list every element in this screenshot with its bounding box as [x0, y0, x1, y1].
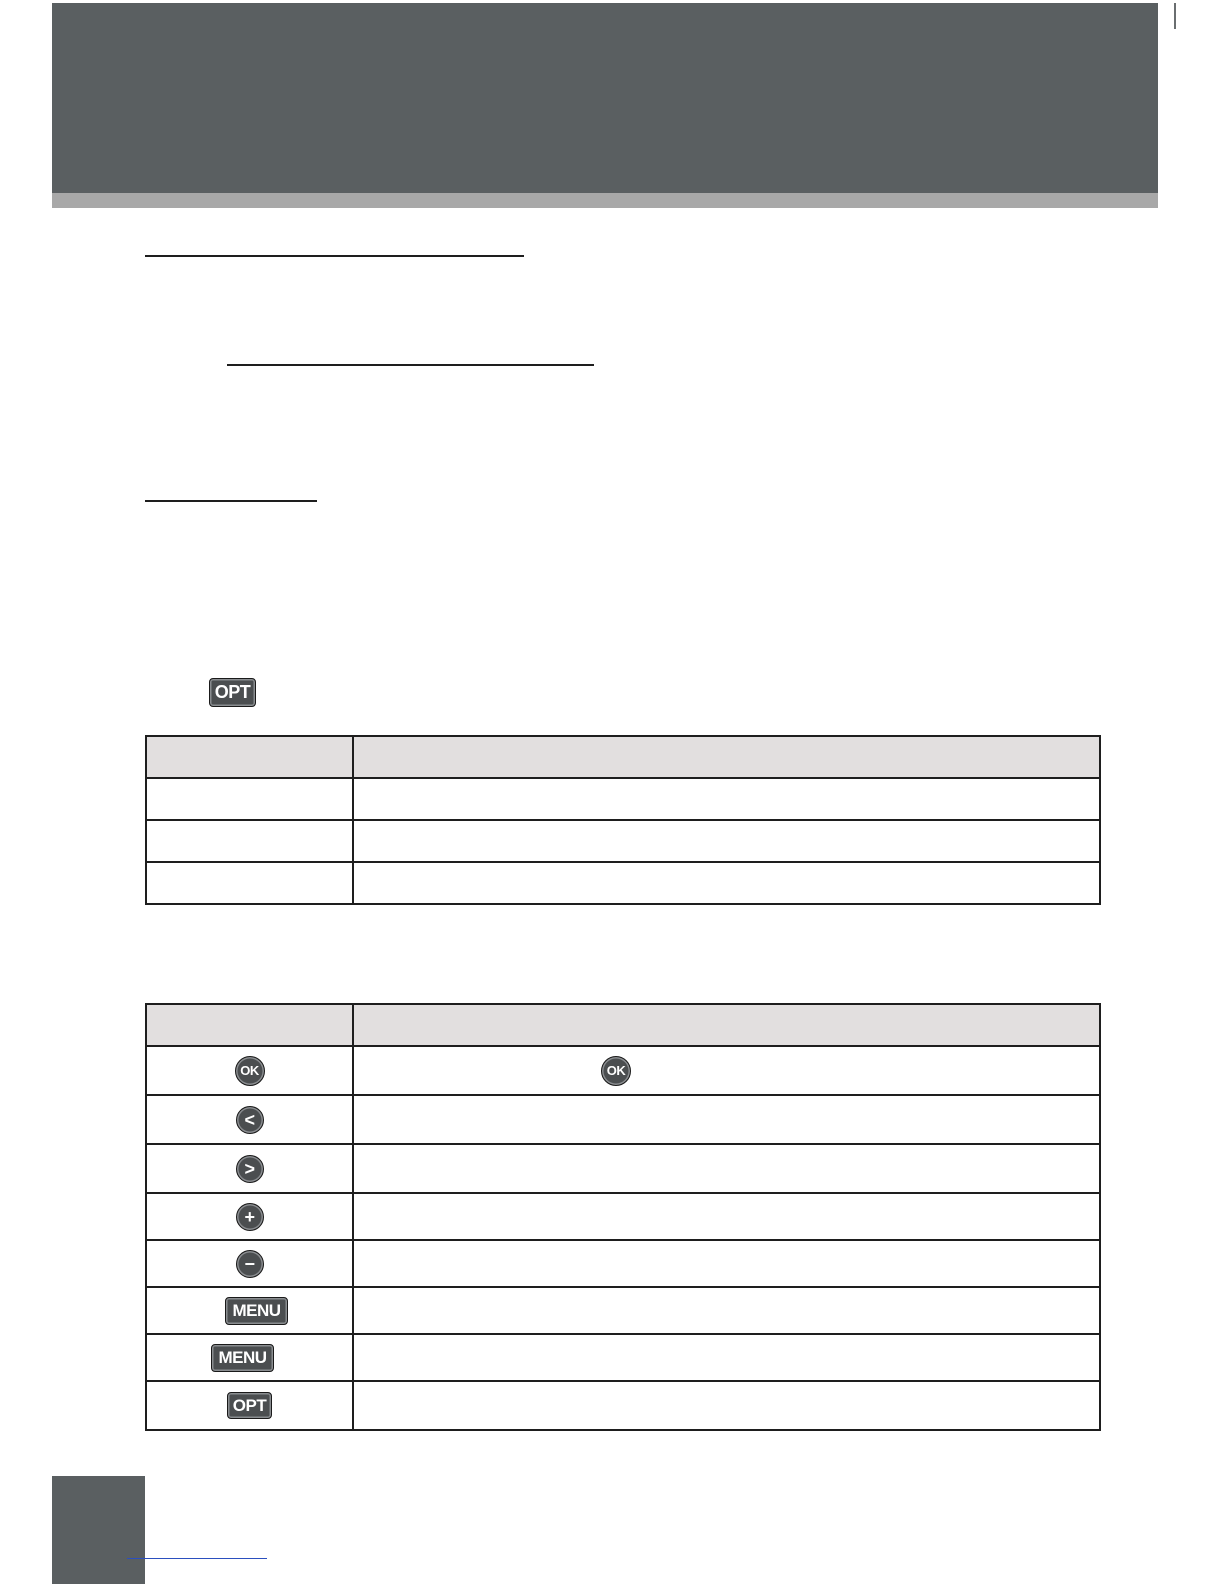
table-cell [353, 862, 1100, 904]
heading-underline-1 [145, 255, 524, 257]
left-arrow-button-icon: < [236, 1106, 264, 1134]
table-row [146, 1046, 1100, 1095]
key-cell [146, 1095, 353, 1144]
table-row [146, 1381, 1100, 1430]
row-description [353, 1287, 1100, 1334]
table-row [146, 820, 1100, 862]
table-row [146, 862, 1100, 904]
table-header-row [146, 1004, 1100, 1046]
table-row [146, 778, 1100, 820]
table-row [146, 1095, 1100, 1144]
table-header-cell [353, 1004, 1100, 1046]
page-number-tab [52, 1476, 145, 1584]
row-description [353, 1334, 1100, 1381]
row-description [353, 1381, 1100, 1430]
table-cell [353, 778, 1100, 820]
key-cell [146, 1046, 353, 1095]
ok-button-icon: OK [235, 1056, 265, 1086]
key-cell [146, 1240, 353, 1287]
row-description [353, 1144, 1100, 1193]
right-arrow-button-icon: > [236, 1155, 264, 1183]
description-cell [353, 1046, 1100, 1095]
heading-underline-2 [227, 364, 594, 366]
button-functions-table [145, 1003, 1101, 1431]
table-row [146, 1193, 1100, 1240]
options-table [145, 735, 1101, 905]
key-cell [146, 1334, 353, 1381]
table-header-row [146, 736, 1100, 778]
header-band [52, 3, 1158, 193]
table-cell [353, 820, 1100, 862]
opt-key-icon: OPT [227, 1392, 272, 1419]
table-row [146, 1334, 1100, 1381]
row-description [353, 1193, 1100, 1240]
key-cell [146, 1144, 353, 1193]
table-header-cell [146, 1004, 353, 1046]
plus-button-icon: + [236, 1203, 264, 1231]
page-edge-mark [1174, 3, 1176, 29]
table-row [146, 1144, 1100, 1193]
opt-key-icon: OPT [209, 678, 256, 707]
menu-key-icon: MENU [225, 1297, 288, 1325]
ok-button-icon: OK [601, 1056, 631, 1086]
key-cell [146, 1193, 353, 1240]
table-header-cell [146, 736, 353, 778]
table-cell [146, 862, 353, 904]
table-row [146, 1240, 1100, 1287]
footer-link-underline[interactable] [127, 1558, 267, 1559]
table-row [146, 1287, 1100, 1334]
table-cell [146, 778, 353, 820]
key-cell [146, 1287, 353, 1334]
minus-button-icon: − [236, 1250, 264, 1278]
menu-key-icon: MENU [211, 1344, 274, 1372]
row-description [353, 1095, 1100, 1144]
header-stripe [52, 193, 1158, 208]
heading-underline-3 [145, 500, 317, 502]
key-cell [146, 1381, 353, 1430]
table-cell [146, 820, 353, 862]
row-description [353, 1240, 1100, 1287]
table-header-cell [353, 736, 1100, 778]
